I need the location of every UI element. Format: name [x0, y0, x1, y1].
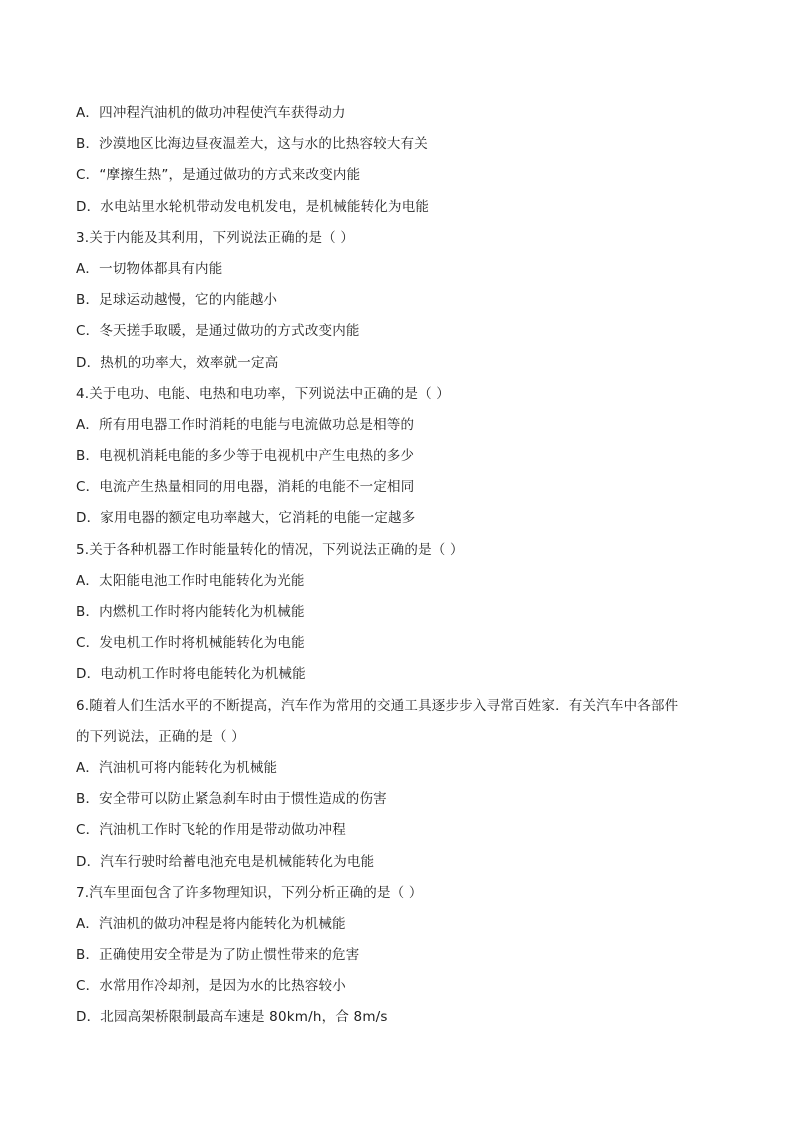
option-line: A．汽油机可将内能转化为机械能 [76, 759, 278, 776]
option-line: D．汽车行驶时给蓄电池充电是机械能转化为电能 [76, 853, 375, 870]
question-stem: 7.汽车里面包含了许多物理知识，下列分析正确的是（ ） [76, 884, 423, 901]
question-stem: 3.关于内能及其利用，下列说法正确的是（ ） [76, 229, 355, 246]
question-stem-continued: 的下列说法，正确的是（ ） [76, 728, 245, 745]
option-line: C．水常用作冷却剂，是因为水的比热容较小 [76, 978, 346, 995]
question-stem: 4.关于电功、电能、电热和电功率，下列说法中正确的是（ ） [76, 385, 450, 402]
option-line: B．安全带可以防止紧急刹车时由于惯性造成的伤害 [76, 791, 387, 808]
option-line: B．电视机消耗电能的多少等于电视机中产生电热的多少 [76, 448, 415, 465]
question-stem: 5.关于各种机器工作时能量转化的情况，下列说法正确的是（ ） [76, 541, 464, 558]
option-line: D．热机的功率大，效率就一定高 [76, 354, 279, 371]
question-content [76, 98, 726, 1034]
option-line: C．电流产生热量相同的用电器，消耗的电能不一定相同 [76, 479, 415, 496]
option-line: B．足球运动越慢，它的内能越小 [76, 292, 278, 309]
option-line: B．沙漠地区比海边昼夜温差大，这与水的比热容较大有关 [76, 136, 428, 153]
option-line: D．家用电器的额定电功率越大，它消耗的电能一定越多 [76, 510, 416, 527]
question-stem: 6.随着人们生活水平的不断提高，汽车作为常用的交通工具逐步步入寻常百姓家．有关汽车中各部件 [76, 697, 679, 714]
option-line: C．发电机工作时将机械能转化为电能 [76, 635, 305, 652]
option-line: D．水电站里水轮机带动发电机发电，是机械能转化为电能 [76, 198, 430, 215]
option-line: A．汽油机的做功冲程是将内能转化为机械能 [76, 915, 346, 932]
option-line: C．汽油机工作时飞轮的作用是带动做功冲程 [76, 822, 346, 839]
option-line: A．一切物体都具有内能 [76, 260, 223, 277]
option-line: B．内燃机工作时将内能转化为机械能 [76, 604, 305, 620]
option-line: B．正确使用安全带是为了防止惯性带来的危害 [76, 947, 360, 964]
option-line: D．北园高架桥限制最高车速是 80km/h，合 8m/s [76, 1009, 388, 1026]
option-line: A．所有用电器工作时消耗的电能与电流做功总是相等的 [76, 416, 415, 433]
option-line: C．冬天搓手取暖，是通过做功的方式改变内能 [76, 323, 360, 340]
option-line: C．“摩擦生热”，是通过做功的方式来改变内能 [76, 167, 361, 184]
option-line: A．四冲程汽油机的做功冲程使汽车获得动力 [76, 105, 346, 121]
option-line: A．太阳能电池工作时电能转化为光能 [76, 572, 305, 589]
option-line: D．电动机工作时将电能转化为机械能 [76, 666, 306, 683]
